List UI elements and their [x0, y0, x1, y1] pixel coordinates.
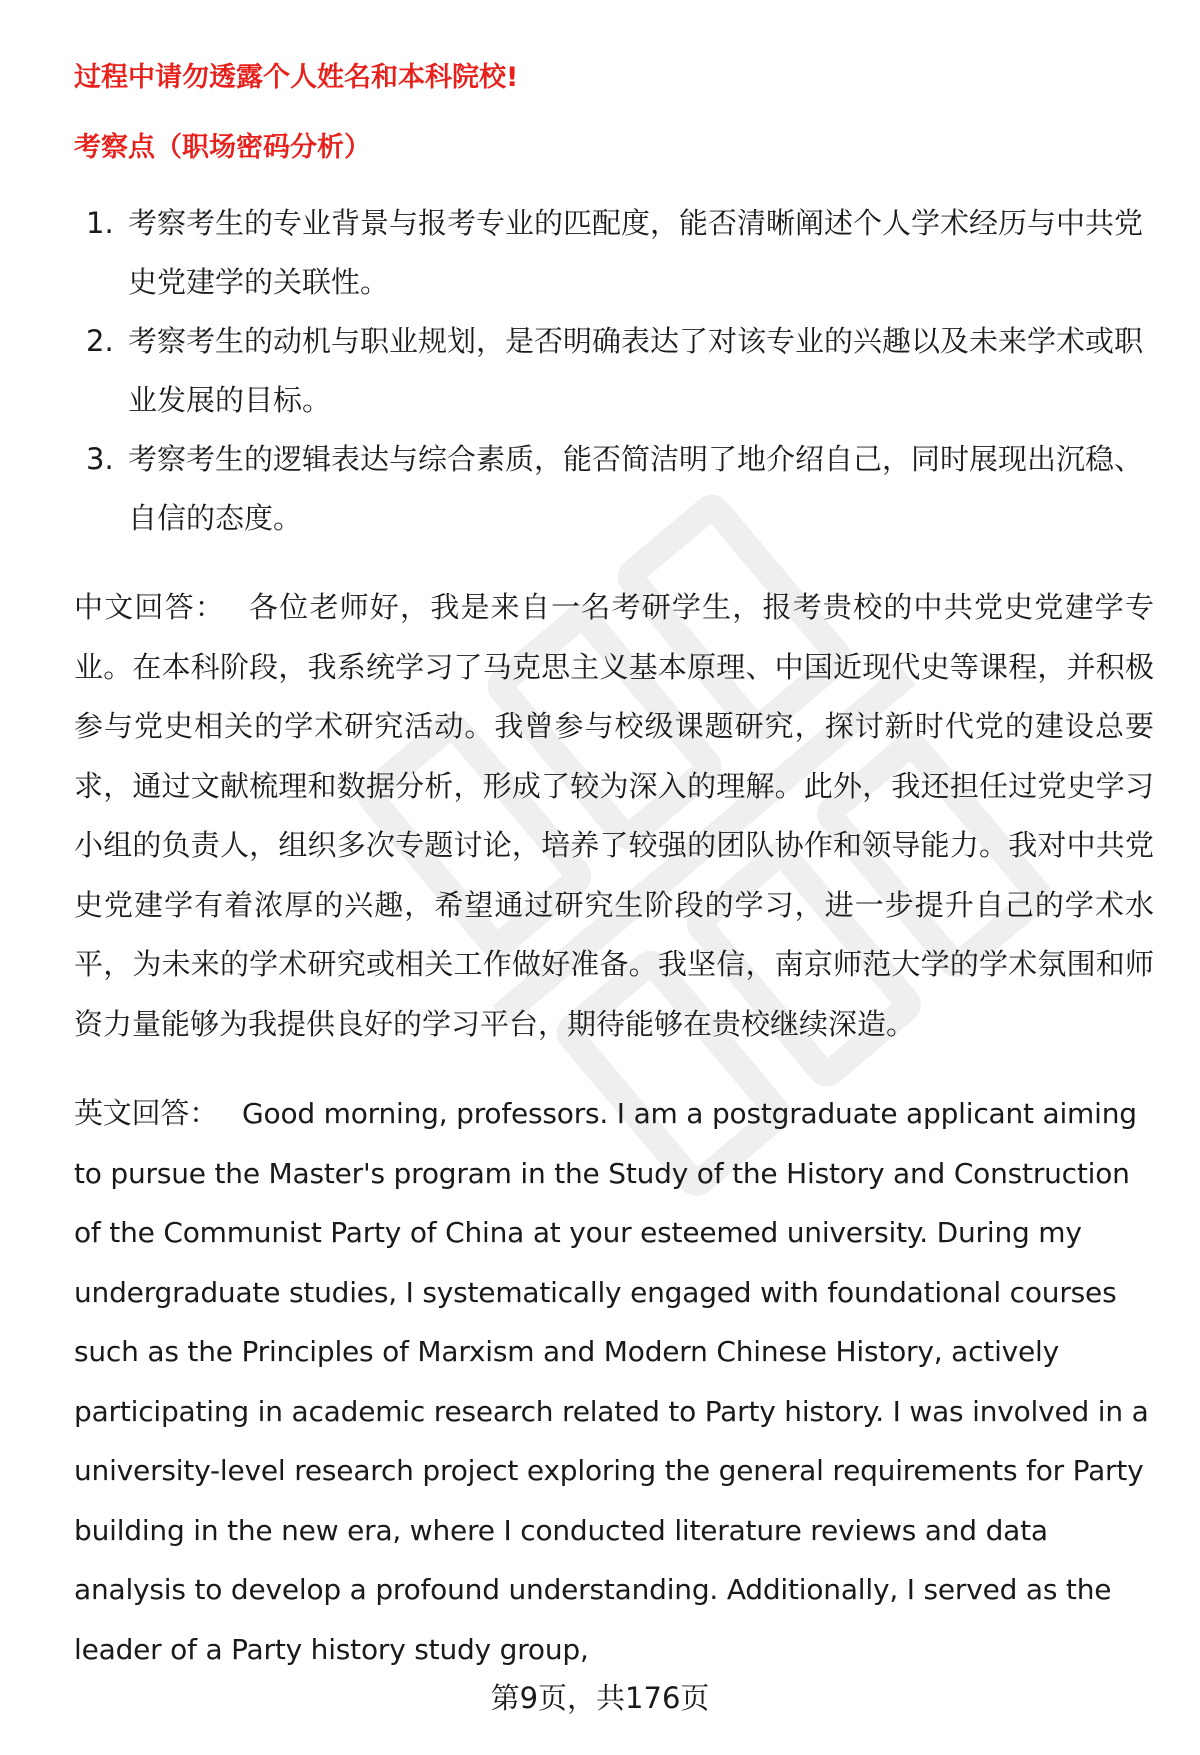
- chinese-answer-label: 中文回答：: [74, 590, 226, 624]
- list-item: [74, 430, 1146, 548]
- english-answer: [74, 1084, 1154, 1679]
- chinese-answer: [74, 578, 1154, 1054]
- list-number: 2.: [86, 324, 114, 358]
- section-title: 考察点（职场密码分析）: [74, 132, 371, 163]
- page-footer: 第9页，共176页: [490, 1681, 710, 1715]
- privacy-warning: 过程中请勿透露个人姓名和本科院校!: [74, 62, 519, 93]
- assessment-points-list: [74, 194, 1154, 548]
- list-item-text: 考察考生的动机与职业规划，是否明确表达了对该专业的兴趣以及未来学术或职业发展的目标。: [128, 324, 1144, 417]
- list-item-text: 考察考生的专业背景与报考专业的匹配度，能否清晰阐述个人学术经历与中共党史党建学的关联性。: [128, 206, 1144, 299]
- list-item: [74, 312, 1146, 430]
- english-answer-label: 英文回答：: [74, 1096, 219, 1130]
- english-answer-text: Good morning, professors. I am a postgraduate applicant aiming to pursue the Master's program in the Study of the History and Construction of the Communist Party of China at your esteemed university. During my undergraduate studies, I systematically engaged with foundational courses such as the Principles of Marxism and Modern Chinese History, actively participating in academic research related to Party history. I was involved in a university-level research project exploring the general requirements for Party building in the new era, where I conducted literature reviews and data analysis to develop a profound understanding. Additionally, I served as the leader of a Party history study group,: [74, 1097, 1149, 1666]
- chinese-answer-text: 各位老师好，我是来自一名考研学生，报考贵校的中共党史党建学专业。在本科阶段，我系统学习了马克思主义基本原理、中国近现代史等课程，并积极参与党史相关的学术研究活动。我曾参与校级课题研究，探讨新时代党的建设总要求，通过文献梳理和数据分析，形成了较为深入的理解。此外，我还担任过党史学习小组的负责人，组织多次专题讨论，培养了较强的团队协作和领导能力。我对中共党史党建学有着浓厚的兴趣，希望通过研究生阶段的学习，进一步提升自己的学术水平，为未来的学术研究或相关工作做好准备。我坚信，南京师范大学的学术氛围和师资力量能够为我提供良好的学习平台，期待能够在贵校继续深造。: [74, 590, 1154, 1041]
- list-item: [74, 194, 1146, 312]
- list-number: 1.: [86, 206, 114, 240]
- list-number: 3.: [86, 442, 114, 476]
- list-item-text: 考察考生的逻辑表达与综合素质，能否简洁明了地介绍自己，同时展现出沉稳、自信的态度。: [128, 442, 1144, 535]
- document-content: [74, 58, 1154, 1679]
